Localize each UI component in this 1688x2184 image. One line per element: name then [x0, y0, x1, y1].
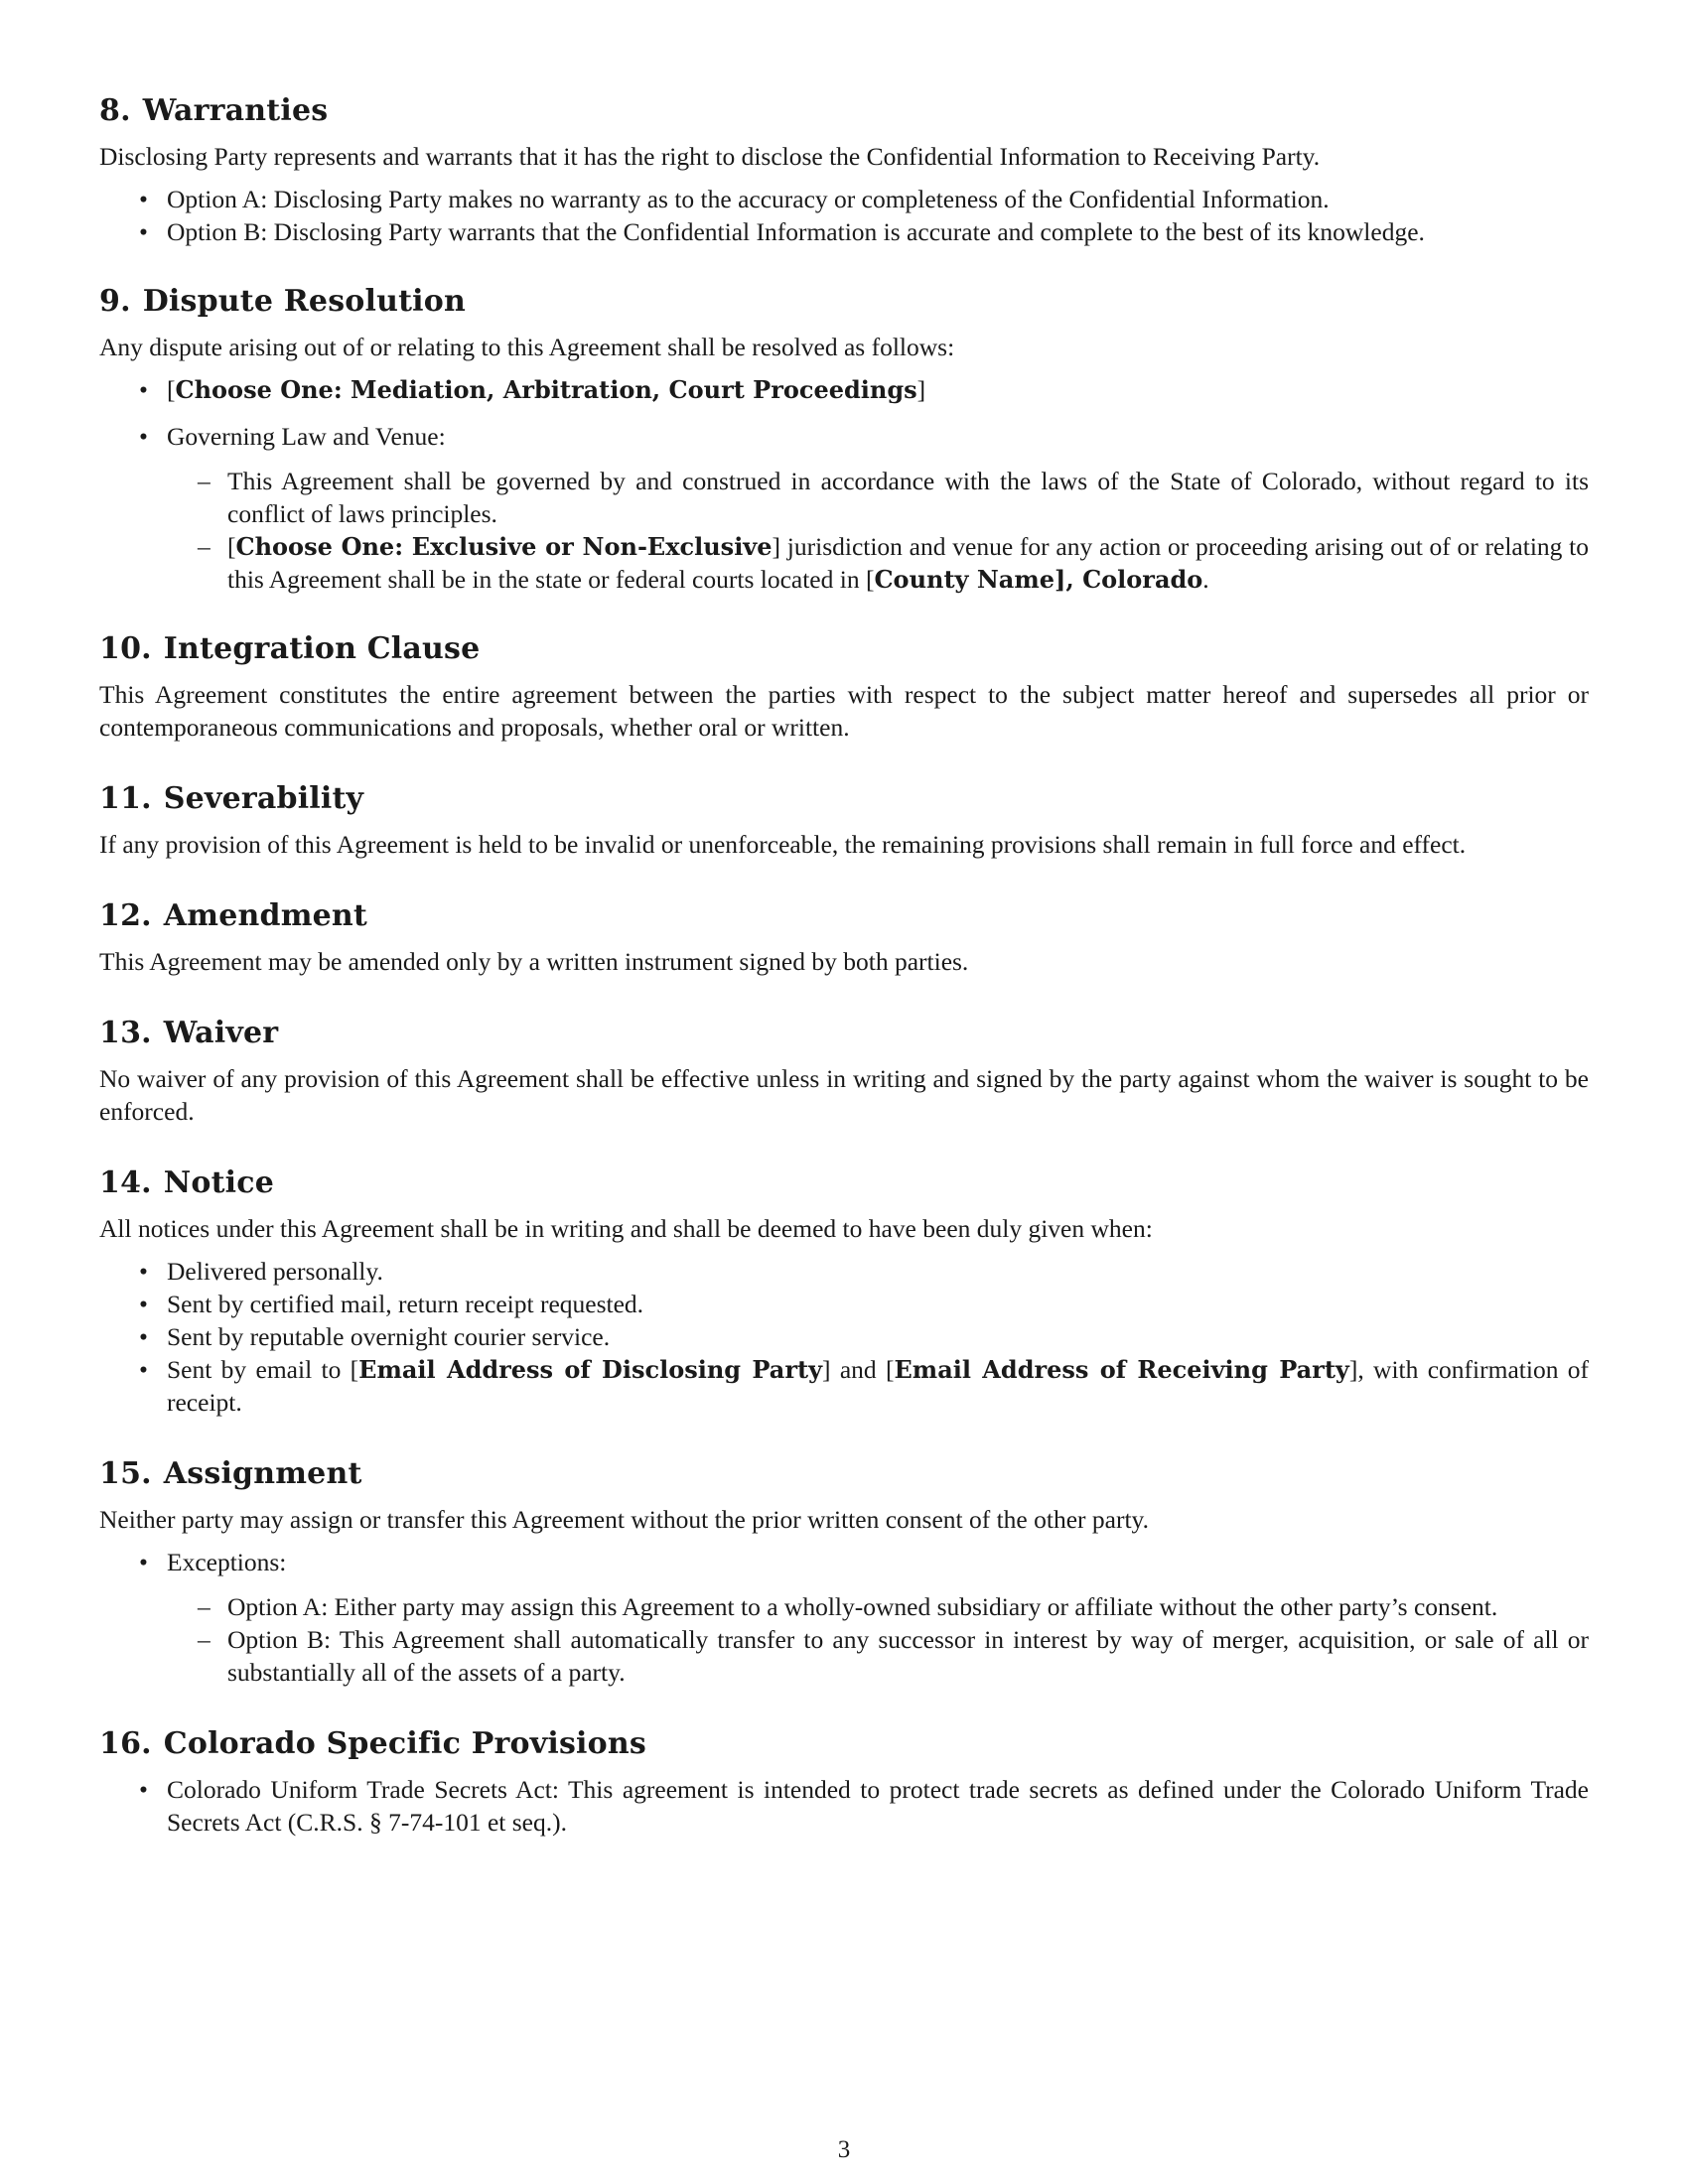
section-heading: 9. Dispute Resolution — [99, 284, 466, 319]
list-item: • Colorado Uniform Trade Secrets Act: This agreement is intended to protect trade secrets as defined under the Colorado Uniform Trade Secrets Act (C.R.S. § 7-74-101 et seq.). — [99, 1773, 1589, 1839]
section-waiver — [99, 1014, 1589, 1128]
section-body: This Agreement may be amended only by a written instrument signed by both parties. — [99, 947, 969, 976]
list-item: • Option A: Disclosing Party makes no warranty as to the accuracy or completeness of the Confidential Information. — [99, 183, 1589, 215]
section-heading: 13. Waiver — [99, 1016, 279, 1050]
section-heading: 12. Amendment — [99, 898, 367, 933]
section-heading: 15. Assignment — [99, 1456, 362, 1491]
section-heading: 14. Notice — [99, 1165, 275, 1200]
list-item: • Governing Law and Venue: – This Agreement shall be governed by and construed in accordance with the laws of the State of Colorado, without regard to its conflict of laws principles. – [Choose One: Exclusive or Non-Exclusive] jurisdiction and venue for any action or proceeding arising out of or relating to this Agreement shall be in the state or federal courts located in [County Name], Colorado. — [99, 420, 1589, 596]
section-intro: Neither party may assign or transfer this Agreement without the prior written consent of the other party. — [99, 1505, 1150, 1534]
list-item: • Option B: Disclosing Party warrants that the Confidential Information is accurate and complete to the best of its knowledge. — [99, 215, 1589, 248]
sub-list-item: – Option B: This Agreement shall automatically transfer to any successor in interest by way of merger, acquisition, or sale of all or substantially all of the assets of a party. — [167, 1623, 1589, 1689]
section-notice — [99, 1163, 1589, 1419]
section-heading: 11. Severability — [99, 781, 364, 816]
document-page — [99, 91, 1589, 1874]
section-integration-clause — [99, 629, 1589, 744]
list-item: • Sent by reputable overnight courier service. — [99, 1320, 1589, 1353]
list-item: • [Choose One: Mediation, Arbitration, Court Proceedings] — [99, 373, 1589, 406]
section-intro: Disclosing Party represents and warrants that it has the right to disclose the Confidential Information to Receiving Party. — [99, 142, 1321, 171]
sub-list-item: – [Choose One: Exclusive or Non-Exclusive] jurisdiction and venue for any action or proceeding arising out of or relating to this Agreement shall be in the state or federal courts located in [County Name], Colorado. — [167, 530, 1589, 596]
notice-methods-list — [99, 1255, 1589, 1419]
section-assignment — [99, 1454, 1589, 1689]
section-dispute-resolution — [99, 282, 1589, 596]
section-body: This Agreement constitutes the entire agreement between the parties with respect to the subject matter hereof and supersedes all prior or contemporaneous communications and proposals, whether oral or written. — [99, 680, 1589, 742]
section-body: If any provision of this Agreement is held to be invalid or unenforceable, the remaining provisions shall remain in full force and effect. — [99, 830, 1467, 859]
sub-list-item: – Option A: Either party may assign this Agreement to a wholly-owned subsidiary or affiliate without the other party’s consent. — [167, 1590, 1589, 1623]
section-intro: Any dispute arising out of or relating to this Agreement shall be resolved as follows: — [99, 333, 955, 361]
colorado-provisions-list — [99, 1773, 1589, 1839]
section-intro: All notices under this Agreement shall be in writing and shall be deemed to have been duly given when: — [99, 1214, 1153, 1243]
section-colorado-provisions — [99, 1724, 1589, 1839]
list-item: • Sent by email to [Email Address of Disclosing Party] and [Email Address of Receiving Party], with confirmation of receipt. — [99, 1353, 1589, 1419]
dispute-options-list — [99, 373, 1589, 596]
exceptions-sublist — [167, 1590, 1589, 1689]
section-warranties — [99, 91, 1589, 248]
list-item: • Sent by certified mail, return receipt requested. — [99, 1288, 1589, 1320]
page-number: 3 — [837, 2136, 851, 2163]
section-heading: 10. Integration Clause — [99, 631, 481, 666]
governing-law-sublist — [167, 465, 1589, 596]
section-amendment — [99, 896, 1589, 978]
list-item: • Delivered personally. — [99, 1255, 1589, 1288]
assignment-list — [99, 1546, 1589, 1689]
sub-list-item: – This Agreement shall be governed by and construed in accordance with the laws of the State of Colorado, without regard to its conflict of laws principles. — [167, 465, 1589, 530]
section-severability — [99, 779, 1589, 861]
section-heading: 8. Warranties — [99, 93, 329, 128]
warranty-options-list — [99, 183, 1589, 248]
section-body: No waiver of any provision of this Agreement shall be effective unless in writing and signed by the party against whom the waiver is sought to be enforced. — [99, 1064, 1589, 1126]
section-heading: 16. Colorado Specific Provisions — [99, 1726, 646, 1761]
list-item: • Exceptions: – Option A: Either party may assign this Agreement to a wholly-owned subsidiary or affiliate without the other party’s consent. – Option B: This Agreement shall automatically transfer to any successor in interest by way of merger, acquisition, or sale of all or substantially all of the assets of a party. — [99, 1546, 1589, 1689]
